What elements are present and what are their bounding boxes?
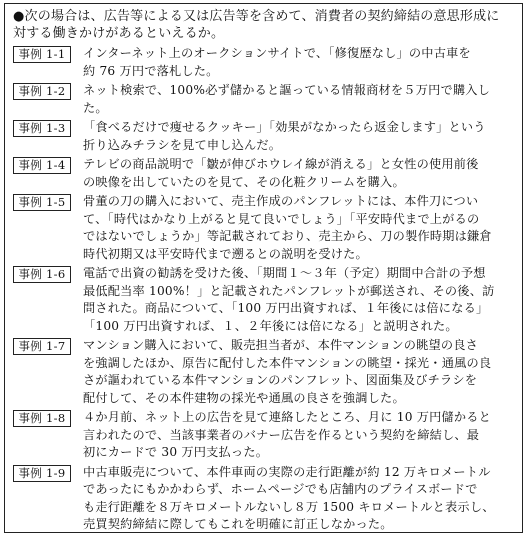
case-label: 事例 1-4 (13, 157, 71, 174)
case-line: 初にカードで 30 万円支払った。 (83, 445, 269, 459)
case-text (83, 193, 514, 263)
case-line: を強調したほか、原告に配付した本件マンションの眺望・採光・通風の良 (83, 355, 492, 370)
case-line: 時代初期又は平安時代まで遡るとの説明を受けた。 (83, 246, 368, 261)
case-line: 電話で出資の勧誘を受けた後、「期間１～３年（予定）期間中合計の予想 (83, 266, 486, 280)
case-line: 問された。商品について、「100 万円出資すれば、１年後には倍になる」 (83, 301, 489, 315)
case-1-5 (13, 193, 514, 263)
case-line: も走行距離を８万キロメートルないし８万 1500 キロメートルと表示し、 (83, 499, 495, 514)
case-text (83, 119, 514, 154)
case-label: 事例 1-7 (13, 338, 71, 355)
case-text (83, 337, 514, 407)
case-text (83, 45, 514, 80)
case-line: ネット検索で、100%必ず儲かると謳っている情報商材を５万円で購入し (83, 83, 491, 97)
case-line: 最低配当率 100%！」と記載されたパンフレットが郵送され、その後、訪 (83, 283, 495, 298)
intro-question (13, 8, 514, 42)
case-line: 約 76 万円で落札した。 (83, 63, 219, 78)
intro-line: 対する働きかけがあるといえるか。 (13, 26, 225, 41)
case-line: テレビの商品説明で「皺が伸びホウレイ線が消える」と女性の使用前後 (83, 157, 479, 171)
case-1-9 (13, 464, 514, 534)
case-line: インターネット上のオークションサイトで、「修復歴なし」の中古車を (83, 46, 471, 60)
case-1-1 (13, 45, 514, 80)
case-line: 中古車販売について、本件車両の実際の走行距離が約 12 万キロメートル (83, 464, 491, 479)
case-line: 折り込みチラシを見て申し込んだ。 (83, 137, 282, 152)
case-line: 骨董の刀の購入において、売主作成のパンフレットには、本件刀につい (83, 194, 479, 208)
case-1-7 (13, 337, 514, 407)
case-text (83, 82, 514, 117)
case-line: 売買契約締結に際してもこれを明確に訂正しなかった。 (83, 517, 393, 531)
case-1-2 (13, 82, 514, 117)
case-line: た。 (83, 100, 108, 115)
document-frame (4, 3, 523, 533)
case-label: 事例 1-8 (13, 410, 71, 427)
case-1-6 (13, 265, 514, 335)
case-line: 「食べるだけで痩せるクッキー」「効果がなかったら返金します」という (83, 120, 486, 134)
case-label: 事例 1-2 (13, 83, 71, 100)
case-label: 事例 1-9 (13, 465, 71, 482)
case-line: さが謳われている本件マンションのパンフレット、図面集及びチラシを (83, 373, 478, 387)
case-text (83, 464, 514, 534)
case-line: て、「時代はかなり上がると見て良いでしょう」「平安時代まで上がるの (83, 211, 480, 226)
case-line: ４か月前、ネット上の広告を見て連絡したところ、月に 10 万円儲かると (83, 410, 492, 424)
case-line: 配付して、その本件建物の採光や通風の良さを強調した。 (83, 390, 405, 405)
case-label: 事例 1-1 (13, 46, 71, 63)
case-text (83, 156, 514, 191)
case-1-4 (13, 156, 514, 191)
case-label: 事例 1-3 (13, 120, 71, 137)
case-line: 言われたので、当該事業者のバナー広告を作るという契約を締結し、最 (83, 427, 480, 442)
case-1-8 (13, 409, 514, 462)
case-line: であったにもかかわらず、ホームページでも店舗内のプライスボードで (83, 482, 478, 496)
case-label: 事例 1-5 (13, 194, 71, 211)
case-text (83, 265, 514, 335)
case-line: ではないでしょうか」等記載されており、売主から、刀の製作時期は鎌倉 (83, 229, 492, 243)
case-line: 「100 万円出資すれば、１、２年後には倍になる」と説明された。 (83, 318, 458, 333)
case-label: 事例 1-6 (13, 266, 71, 283)
case-line: の映像を出していたのを見て、その化粧クリームを購入。 (83, 174, 405, 189)
case-text (83, 409, 514, 462)
case-line: マンション購入において、販売担当者が、本件マンションの眺望の良さ (83, 338, 479, 352)
intro-line: ●次の場合は、広告等による又は広告等を含めて、消費者の契約締結の意思形成に (13, 9, 500, 24)
case-1-3 (13, 119, 514, 154)
